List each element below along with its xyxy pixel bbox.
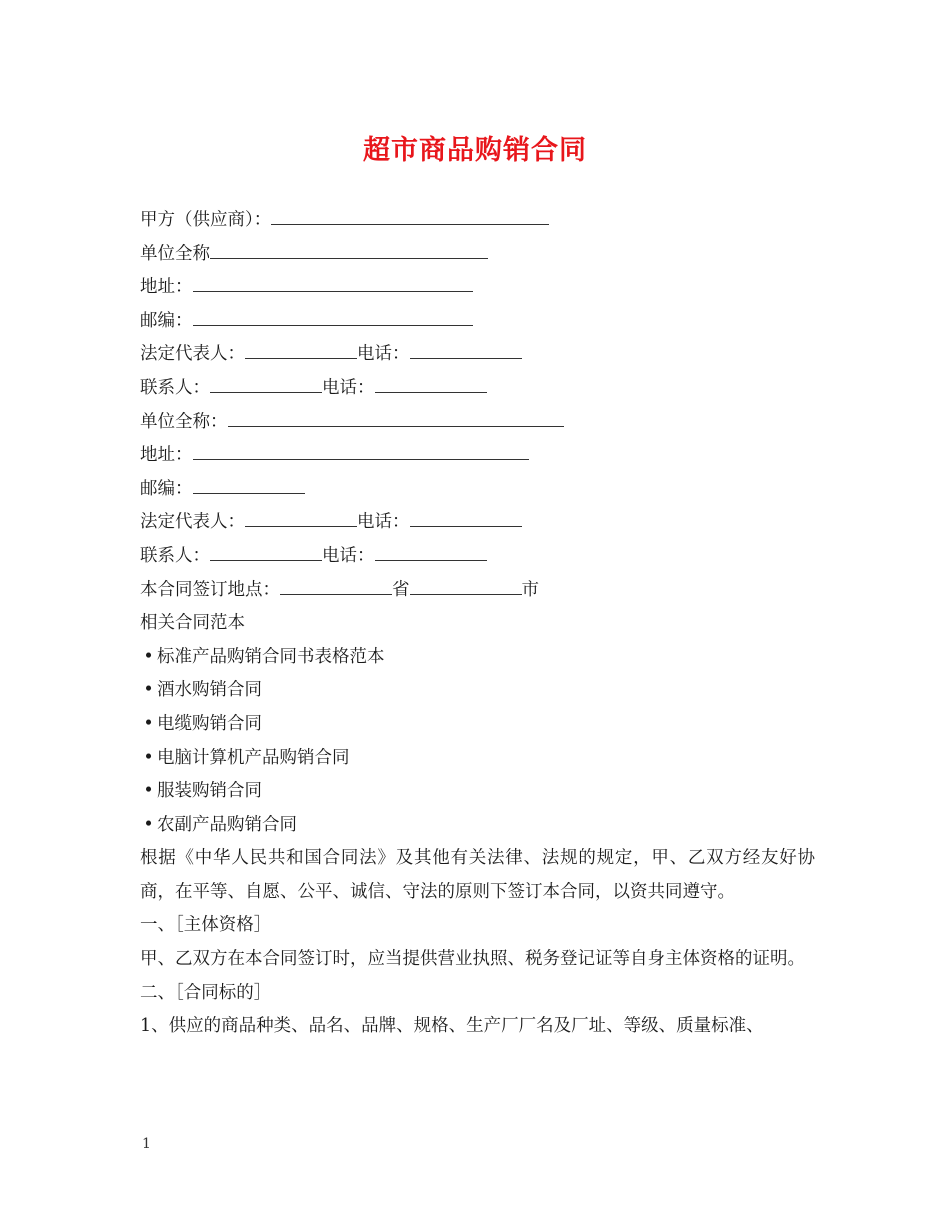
related-item-label: 酒水购销合同 [157,680,262,701]
bullet-icon: • [143,680,154,701]
party-b-legal-rep-blank[interactable] [245,508,357,527]
party-a-unit-name-line [140,238,815,272]
party-a-postcode-line [140,305,815,339]
related-item[interactable] [140,708,815,742]
party-a-phone-blank-2[interactable] [375,374,487,393]
party-b-legal-rep-label: 法定代表人： [140,512,245,533]
bullet-icon: • [143,713,154,734]
party-a-legal-rep-blank[interactable] [245,340,357,359]
page-number: 1 [142,1136,151,1152]
party-a-contact-line [140,372,815,406]
bullet-icon: • [143,814,154,835]
related-item-label: 标准产品购销合同书表格范本 [157,646,385,667]
related-item-label: 农副产品购销合同 [157,814,297,835]
related-item[interactable] [140,775,815,809]
party-a-contact-blank[interactable] [210,374,322,393]
bullet-icon: • [143,747,154,768]
party-b-phone-label: 电话： [357,512,410,533]
party-a-legal-rep-line [140,338,815,372]
signing-province-blank[interactable] [280,576,392,595]
party-b-address-line [140,439,815,473]
party-b-postcode-line [140,473,815,507]
related-item[interactable] [140,742,815,776]
party-a-phone-label-2: 电话： [322,377,375,398]
section1-heading: 一、［主体资格］ [140,915,272,936]
party-b-postcode-blank[interactable] [193,475,305,494]
section1-text: 甲、乙双方在本合同签订时，应当提供营业执照、税务登记证等自身主体资格的证明。 [140,949,805,970]
signing-city-blank[interactable] [410,576,522,595]
party-b-address-label: 地址： [140,445,193,466]
party-a-blank[interactable] [271,206,549,225]
party-b-phone-blank[interactable] [410,508,522,527]
party-a-address-label: 地址： [140,277,193,298]
party-a-address-line [140,271,815,305]
section2-heading: 二、［合同标的］ [140,982,272,1003]
related-item[interactable] [140,641,815,675]
party-b-unit-name-blank[interactable] [228,408,564,427]
intro-paragraph: 根据《中华人民共和国合同法》及其他有关法律、法规的规定，甲、乙双方经友好协商，在平等、自愿、公平、诚信、守法的原则下签订本合同，以资共同遵守。 [140,848,815,902]
party-b-phone-label-2: 电话： [322,545,375,566]
party-b-contact-label: 联系人： [140,545,210,566]
party-a-postcode-blank[interactable] [193,307,473,326]
related-heading: 相关合同范本 [140,613,245,634]
bullet-icon: • [143,781,154,802]
related-item-label: 电脑计算机产品购销合同 [157,747,350,768]
document-body [140,204,815,1044]
bullet-icon: • [143,646,154,667]
related-item-label: 服装购销合同 [157,781,262,802]
party-a-postcode-label: 邮编： [140,310,193,331]
party-a-unit-name-blank[interactable] [210,240,488,259]
party-a-phone-label: 电话： [357,344,410,365]
party-a-phone-blank[interactable] [410,340,522,359]
signing-place-label: 本合同签订地点： [140,579,280,600]
party-a-address-blank[interactable] [193,273,473,292]
party-a-line [140,204,815,238]
related-item[interactable] [140,809,815,843]
signing-place-line [140,574,815,608]
section2-text: 1、供应的商品种类、品名、品牌、规格、生产厂厂名及厂址、等级、质量标准、 [140,1016,764,1037]
party-b-contact-blank[interactable] [210,542,322,561]
signing-province-label: 省 [392,579,410,600]
signing-city-label: 市 [521,579,539,600]
party-b-phone-blank-2[interactable] [375,542,487,561]
party-b-unit-name-line [140,406,815,440]
party-a-legal-rep-label: 法定代表人： [140,344,245,365]
related-item[interactable] [140,674,815,708]
party-b-contact-line [140,540,815,574]
party-a-contact-label: 联系人： [140,377,210,398]
party-b-address-blank[interactable] [193,441,529,460]
party-b-postcode-label: 邮编： [140,478,193,499]
party-a-unit-name-label: 单位全称 [140,243,210,264]
party-b-unit-name-label: 单位全称： [140,411,228,432]
related-item-label: 电缆购销合同 [157,713,262,734]
document-title: 超市商品购销合同 [363,135,587,166]
party-b-legal-rep-line [140,506,815,540]
party-a-label: 甲方（供应商）： [140,210,272,230]
